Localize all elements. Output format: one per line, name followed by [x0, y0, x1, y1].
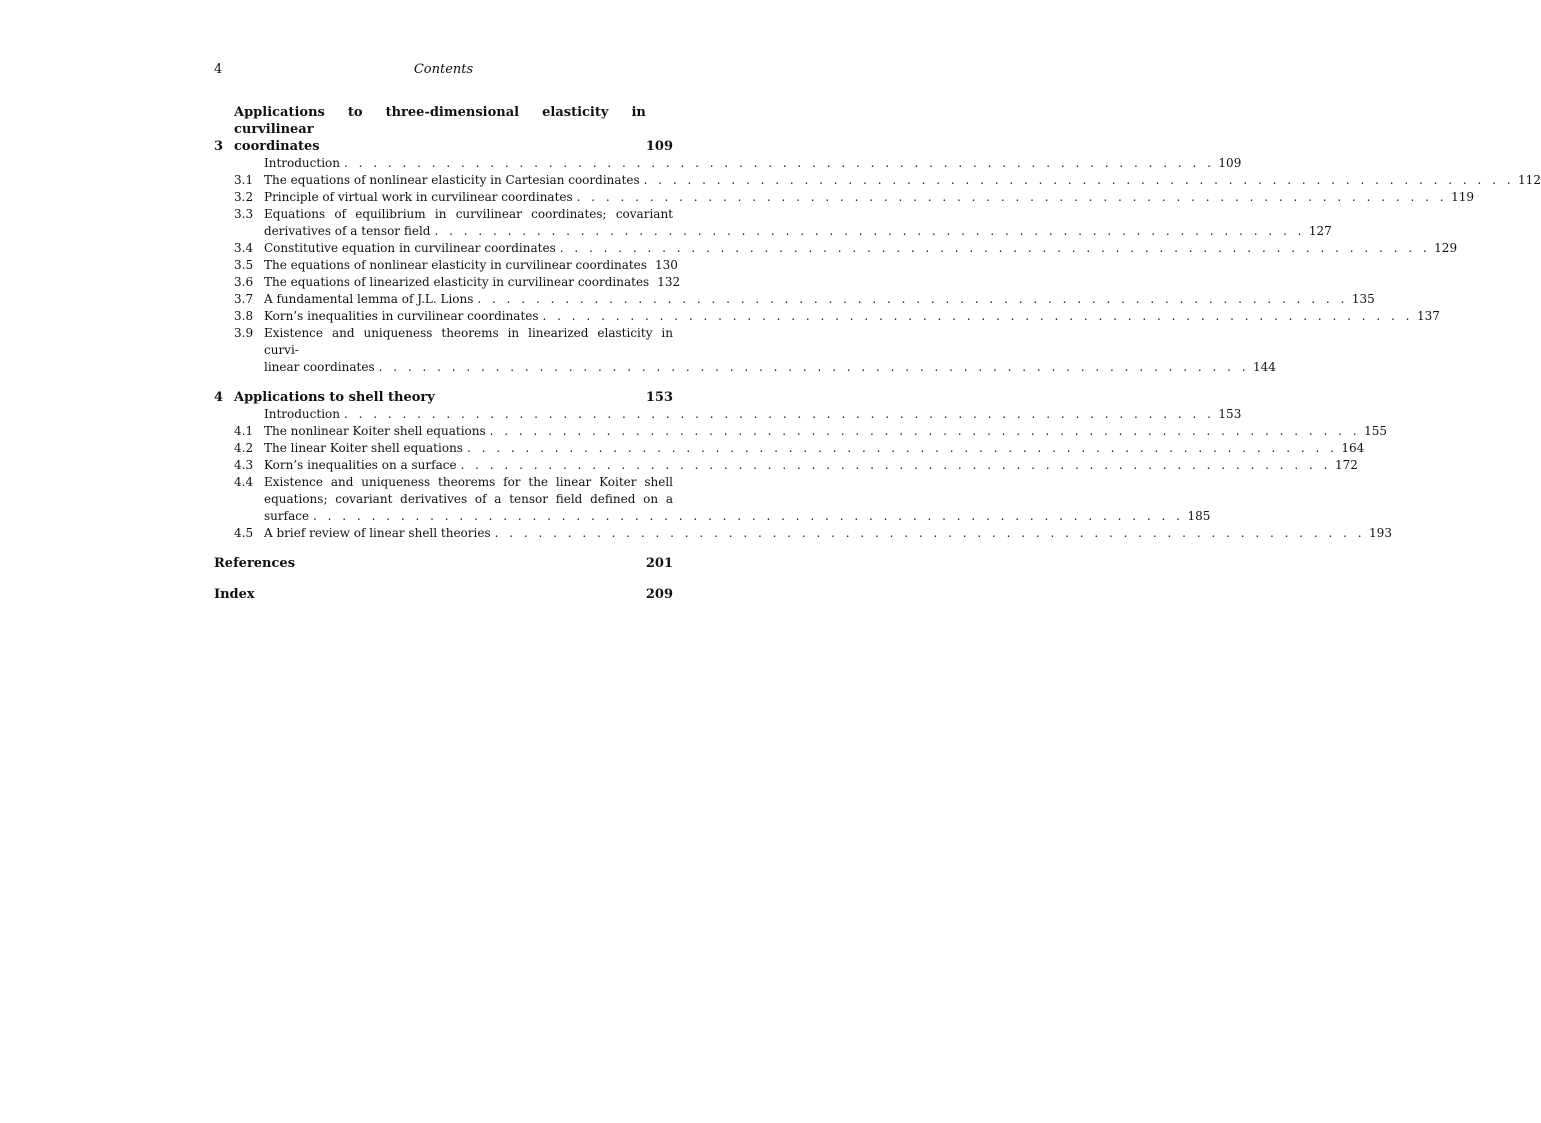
- table-of-contents: [214, 104, 1541, 617]
- toc-entry[interactable]: [214, 189, 1474, 206]
- toc-entry[interactable]: [214, 423, 1387, 440]
- section-number: 4.1: [234, 424, 254, 438]
- section-number: 4.3: [234, 458, 254, 472]
- section-page: 130: [654, 258, 678, 272]
- toc-entry[interactable]: [214, 257, 678, 274]
- dot-leader: . . . . . . . . . . . . . . . . . . . . . . . . . . . . . . . . . . . . . . . . . . . . . . . . . . . . . . . . . . . .: [313, 509, 1184, 523]
- section-number: 4.4: [234, 475, 254, 489]
- index-label: Index: [214, 587, 255, 602]
- section-title: A brief review of linear shell theories: [264, 526, 491, 540]
- section-number: 3.4: [234, 241, 254, 255]
- section-title: The equations of nonlinear elasticity in Cartesian coordinates: [264, 173, 640, 187]
- section-page: 164: [1341, 441, 1365, 455]
- section-title: Korn’s inequalities in curvilinear coordinates: [264, 309, 539, 323]
- toc-entry[interactable]: [214, 155, 1242, 172]
- section-number: 4.5: [234, 526, 254, 540]
- toc-entry[interactable]: [214, 172, 1541, 189]
- section-title: surface: [264, 509, 310, 523]
- section-number: 3.3: [234, 207, 254, 221]
- dot-leader: . . . . . . . . . . . . . . . . . . . . . . . . . . . . . . . . . . . . . . . . . . . . . . . . . . . . . . . . . . . .: [460, 458, 1331, 472]
- section-number: 3.5: [234, 258, 254, 272]
- section-number: 3.7: [234, 292, 254, 306]
- chapter-number: 3: [214, 139, 224, 154]
- references-entry[interactable]: [214, 555, 673, 572]
- dot-leader: . . . . . . . . . . . . . . . . . . . . . . . . . . . . . . . . . . . . . . . . . . . . . . . . . . . . . . . . . . . .: [466, 441, 1338, 455]
- running-head: Contents: [413, 62, 474, 77]
- section-page: 153: [1218, 407, 1242, 421]
- toc-entry[interactable]: [214, 291, 1375, 308]
- toc-entry[interactable]: [214, 240, 1458, 257]
- dot-leader: . . . . . . . . . . . . . . . . . . . . . . . . . . . . . . . . . . . . . . . . . . . . . . . . . . . . . . . . . . . .: [489, 424, 1361, 438]
- toc-entry[interactable]: [214, 440, 1365, 457]
- chapter-heading[interactable]: [214, 104, 673, 155]
- section-number: 3.1: [234, 173, 254, 187]
- section-number: [214, 406, 264, 423]
- section-title: A fundamental lemma of J.L. Lions: [264, 292, 474, 306]
- dot-leader: . . . . . . . . . . . . . . . . . . . . . . . . . . . . . . . . . . . . . . . . . . . . . . . . . . . . . . . . . . . .: [576, 190, 1448, 204]
- section-page: 137: [1416, 309, 1440, 323]
- section-page: 135: [1351, 292, 1375, 306]
- section-page: 129: [1434, 241, 1458, 255]
- toc-entry[interactable]: [214, 274, 681, 291]
- section-title: The nonlinear Koiter shell equations: [264, 424, 486, 438]
- section-page: 155: [1364, 424, 1387, 438]
- dot-leader: . . . . . . . . . . . . . . . . . . . . . . . . . . . . . . . . . . . . . . . . . . . . . . . . . . . . . . . . . . . .: [542, 309, 1413, 323]
- section-page: 119: [1451, 190, 1474, 204]
- section-page: 185: [1187, 509, 1211, 523]
- toc-entry[interactable]: [214, 525, 1392, 542]
- section-page: 172: [1334, 458, 1358, 472]
- section-title: Principle of virtual work in curvilinear coordinates: [264, 190, 573, 204]
- section-page: 144: [1253, 360, 1276, 374]
- section-page: 132: [657, 275, 681, 289]
- section-number: [214, 155, 264, 172]
- chapter-title: [234, 104, 646, 155]
- section-title: derivatives of a tensor field: [264, 224, 431, 238]
- chapter-page: 153: [645, 390, 673, 405]
- chapter-title-line: coordinates: [234, 139, 320, 154]
- page-number: 4: [214, 62, 223, 77]
- dot-leader: . . . . . . . . . . . . . . . . . . . . . . . . . . . . . . . . . . . . . . . . . . . . . . . . . . . . . . . . . . . .: [434, 224, 1305, 238]
- toc-entry[interactable]: [214, 406, 1242, 423]
- section-number: 4.2: [234, 441, 254, 455]
- section-title-line: Existence and uniqueness theorems in linearized elasticity in curvi-: [264, 326, 673, 357]
- section-number: 3.8: [234, 309, 254, 323]
- toc-entry[interactable]: [214, 206, 1332, 240]
- section-title: The linear Koiter shell equations: [264, 441, 463, 455]
- dot-leader: . . . . . . . . . . . . . . . . . . . . . . . . . . . . . . . . . . . . . . . . . . . . . . . . . . . . . . . . . . . .: [559, 241, 1431, 255]
- chapter-title-line: Applications to three-dimensional elasticity in curvilinear: [234, 105, 646, 137]
- chapter-4: [214, 389, 1392, 542]
- dot-leader: . . . . . . . . . . . . . . . . . . . . . . . . . . . . . . . . . . . . . . . . . . . . . . . . . . . . . . . . . . . .: [643, 173, 1515, 187]
- section-title: linear coordinates: [264, 360, 375, 374]
- references-page: 201: [645, 556, 673, 571]
- section-number: 3.2: [234, 190, 254, 204]
- section-title-line: Existence and uniqueness theorems for the linear Koiter shell: [264, 475, 673, 489]
- dot-leader: . . . . . . . . . . . . . . . . . . . . . . . . . . . . . . . . . . . . . . . . . . . . . . . . . . . . . . . . . . . .: [344, 407, 1215, 421]
- section-title: The equations of nonlinear elasticity in curvilinear coordinates: [264, 258, 647, 272]
- dot-leader: . . . . . . . . . . . . . . . . . . . . . . . . . . . . . . . . . . . . . . . . . . . . . . . . . . . . . . . . . . . .: [378, 360, 1250, 374]
- chapter-3: [214, 104, 1541, 376]
- section-title: Constitutive equation in curvilinear coordinates: [264, 241, 556, 255]
- toc-entry[interactable]: [214, 308, 1440, 325]
- references-label: References: [214, 556, 296, 571]
- chapter-title: Applications to shell theory: [234, 390, 435, 405]
- toc-entry[interactable]: [214, 457, 1358, 474]
- section-page: 127: [1308, 224, 1332, 238]
- chapter-number: 4: [214, 390, 224, 405]
- section-title-line: Equations of equilibrium in curvilinear coordinates; covariant: [264, 207, 673, 221]
- section-page: 109: [1218, 156, 1242, 170]
- section-number: 3.9: [234, 326, 254, 340]
- chapter-page: 109: [645, 139, 673, 154]
- section-title: Introduction: [264, 156, 340, 170]
- toc-entry[interactable]: [214, 474, 1211, 525]
- chapter-heading[interactable]: [214, 389, 673, 406]
- index-entry[interactable]: [214, 586, 673, 603]
- toc-entry[interactable]: [214, 325, 1276, 376]
- dot-leader: . . . . . . . . . . . . . . . . . . . . . . . . . . . . . . . . . . . . . . . . . . . . . . . . . . . . . . . . . . . .: [477, 292, 1348, 306]
- section-title-line: equations; covariant derivatives of a tensor field defined on a: [264, 492, 673, 506]
- index-page: 209: [645, 587, 673, 602]
- section-page: 112: [1518, 173, 1541, 187]
- dot-leader: . . . . . . . . . . . . . . . . . . . . . . . . . . . . . . . . . . . . . . . . . . . . . . . . . . . . . . . . . . . .: [494, 526, 1366, 540]
- section-title: Korn’s inequalities on a surface: [264, 458, 457, 472]
- section-title: Introduction: [264, 407, 340, 421]
- dot-leader: . . . . . . . . . . . . . . . . . . . . . . . . . . . . . . . . . . . . . . . . . . . . . . . . . . . . . . . . . . . .: [344, 156, 1215, 170]
- section-title: The equations of linearized elasticity in curvilinear coordinates: [264, 275, 650, 289]
- page-header: [214, 62, 673, 78]
- section-number: 3.6: [234, 275, 254, 289]
- section-page: 193: [1369, 526, 1392, 540]
